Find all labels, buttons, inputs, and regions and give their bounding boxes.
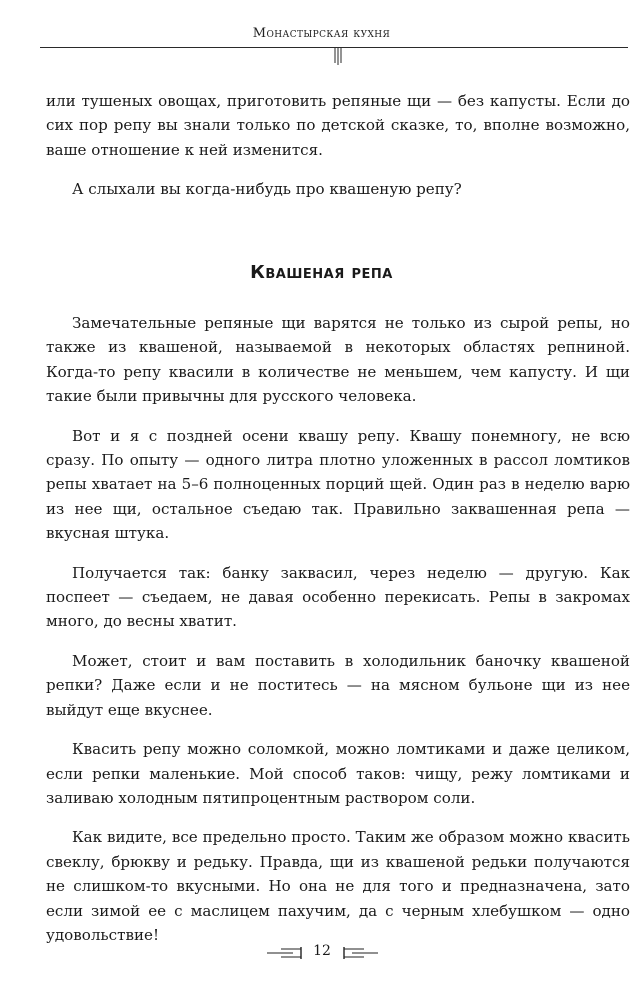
section-paragraph: Может, стоит и вам поставить в холодильник баночку квашеной репки? Даже если и не поститесь — на мясном бульоне щи из нее выйдут еще вкуснее.	[46, 651, 630, 719]
page-footer	[0, 940, 643, 968]
running-title: Монастырская кухня	[252, 26, 391, 41]
page-number: 12	[313, 943, 331, 959]
section-body	[46, 311, 630, 947]
section-paragraph: Вот и я с поздней осени квашу репу. Квашу понемногу, не всю сразу. По опыту — одного литра плотно уложенных в рассол ломтиков репы хватает на 5–6 полноценных порций щей. Один раз в неделю варю из нее щи, остальное съедаю так. Правильно заквашенная репа — вкусная штука.	[46, 426, 630, 543]
section-paragraph: Получается так: банку заквасил, через неделю — другую. Как поспеет — съедаем, не давая особенно перекисать. Репы в закромах много, до весны хватит.	[46, 563, 630, 631]
footer-ornament-left-icon	[267, 946, 303, 960]
section-paragraph: Замечательные репяные щи варятся не только из сырой репы, но также из квашеной, называемой в некоторых областях репниной. Когда-то репу квасили в количестве не меньшем, чем капусту. И щи такие были привычны для русского человека.	[46, 314, 630, 406]
section-paragraph: Как видите, все предельно просто. Таким же образом можно квасить свеклу, брюкву и редьку. Правда, щи из квашеной редьки получаются не слишком-то вкусными. Но она не для того и предназначена, зато если зимой ее с маслицем пахучим, да с черным хлебушком — одно удовольствие!	[46, 828, 630, 944]
intro-question: А слыхали вы когда-нибудь про квашеную репу?	[72, 180, 462, 199]
header-ornament-icon	[331, 47, 345, 65]
intro-text	[46, 89, 630, 202]
footer-ornament-right-icon	[342, 946, 378, 960]
section-paragraph: Квасить репу можно соломкой, можно ломтиками и даже целиком, если репки маленькие. Мой способ таков: чищу, режу ломтиками и заливаю холодным пятипроцентным раствором соли.	[46, 740, 630, 807]
section-heading: Квашеная репа	[250, 262, 393, 283]
intro-paragraph: или тушеных овощах, приготовить репяные щи — без капусты. Если до сих пор репу вы знали только по детской сказке, то, вполне возможно, ваше отношение к ней изменится.	[46, 92, 630, 159]
running-header	[0, 22, 643, 41]
